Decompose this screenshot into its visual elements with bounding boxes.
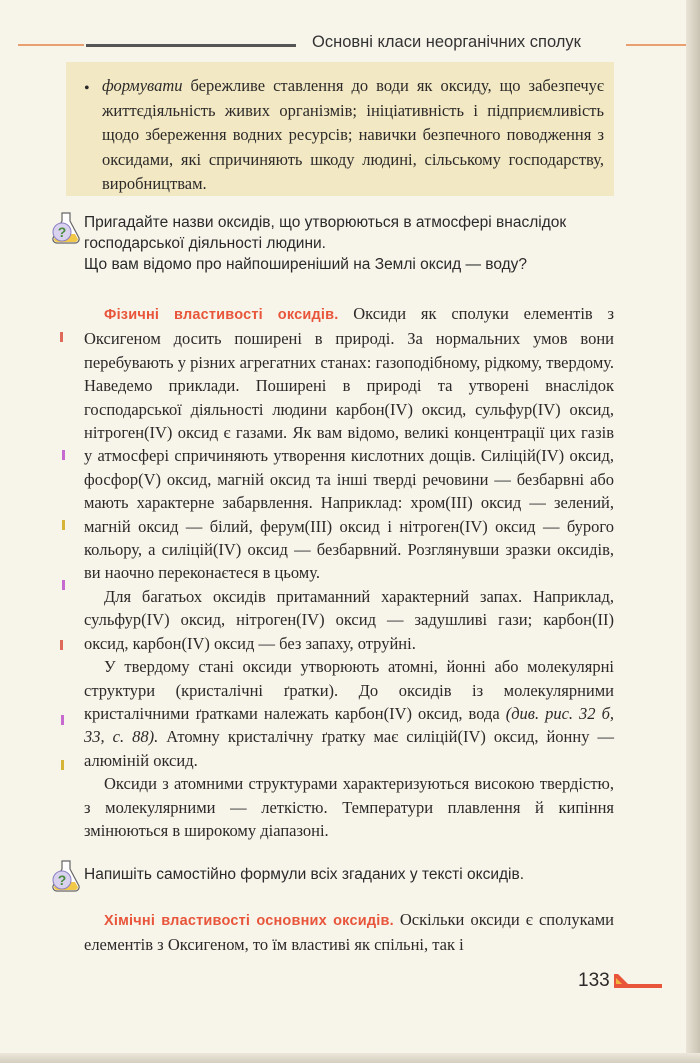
svg-text:?: ? (57, 224, 67, 240)
page-corner-marker (614, 972, 664, 992)
objective-verb: формувати (102, 76, 183, 95)
paragraph: Оскільки оксиди є сполуками елементів з Оксигеном, то їм властиві як спільні, так і (84, 910, 614, 955)
section-heading: Фізичні властивості оксидів. (104, 307, 339, 323)
paragraph: Оксиди з атомними структурами характеризуються високою твердістю, з молекулярними — леткістю. Температури плавлення й кипіння змінюються в широкому діапазоні. (84, 774, 614, 840)
svg-text:?: ? (57, 872, 67, 888)
section-chemical (84, 908, 614, 957)
question-flask-icon (50, 210, 82, 246)
prompt-line: Що вам відомо про найпоширеніший на Землі оксид — воду? (84, 256, 528, 273)
figure-reference: (див. рис. 32 б, 33, с. 88). (84, 703, 614, 747)
margin-marks (56, 330, 70, 790)
paragraph: Для багатьох оксидів притаманний характерний запах. Наприклад, сульфур(IV) оксид, нітроген(IV) оксид — задушливі гази; карбон(II) оксид, карбон(IV) оксид — без запаху, отруйні. (84, 586, 614, 653)
header-rule-right (626, 44, 686, 46)
header-rule-left (18, 44, 84, 46)
prompt-line: господарської діяльності людини. (84, 235, 326, 252)
paragraph (84, 655, 614, 772)
paragraph: Оксиди як сполуки елементів з Оксигеном досить поширені в природі. За нормальних умов вони перебувають у різних агрегатних станах: газоподібному, рідкому, твердому. Наведемо приклади. Поширені в природі та утворені внаслідок господарської діяльності людини карбон(IV) оксид, сульфур(IV) оксид, нітроген(IV) оксид є газами. Як вам відомо, великі концентрації цих газів у атмосфері спричиняють утворення кислотних дощів. Силіцій(IV) оксид, фосфор(V) оксид, магній оксид та інші тверді речовини — безбарвні або мають характерне забарвлення. Наприклад: хром(III) оксид — зелений, магній оксид — білий, ферум(III) оксид і нітроген(IV) оксид — бурого кольору, а силіцій(IV) оксид — безбарвний. Розглянувши зразки оксидів, ви наочно переконаєтеся в цьому. (84, 304, 614, 583)
prompt-line: Пригадайте назви оксидів, що утворюються в атмосфері внаслідок (84, 214, 567, 231)
bullet: • (84, 80, 90, 97)
objective-body: бережливе ставлення до води як оксиду, що забезпечує життєдіяльність живих організмів; ініціативність і підприємливість щодо збереження водних ресурсів; навички безпечного поводження з оксидами, які спричиняють шкоду людині, сільському господарству, виробництвам. (102, 76, 604, 193)
page-number: 133 (578, 970, 610, 991)
section-heading: Хімічні властивості основних оксидів. (104, 913, 394, 929)
running-head: Основні класи неорганічних сполук (312, 33, 581, 51)
prompt-write-formulas: Напишіть самостійно формули всіх згаданих у тексті оксидів. (84, 866, 525, 883)
text-run: Атомну кристалічну ґратку має силіцій(IV) оксид, йонну — алюміній оксид. (84, 727, 614, 770)
header-rule (86, 44, 296, 47)
question-flask-icon (50, 858, 82, 894)
page-edge-bottom (0, 1053, 700, 1063)
objectives-text (102, 74, 604, 197)
page-edge (686, 0, 700, 1063)
prompt-recall (84, 212, 624, 275)
text-run: У твердому стані оксиди утворюють атомні, йонні або молекулярні структури (кристалічні ґратки). До оксидів із молекулярними кристалічними ґратками належать карбон(IV) оксид, вода (84, 657, 614, 723)
section-physical (84, 302, 614, 842)
